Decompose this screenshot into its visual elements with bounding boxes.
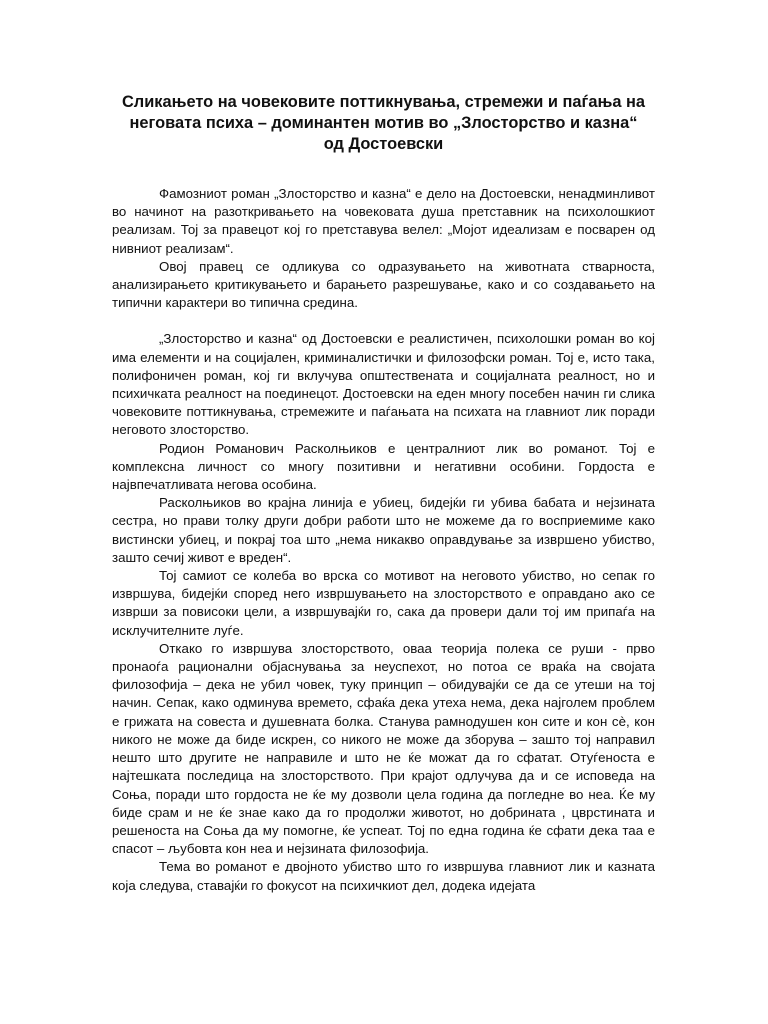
paragraph-3: „Злосторство и казна“ од Достоевски е реалистичен, психолошки роман во кој има елементи и на социјален, криминалистички и филозофски роман. Тој е, исто така, полифоничен роман, кој ги вклучува општествената и социјалната реалност, но и психичката реалност на поединецот. Достоевски на еден многу посебен начин ги слика човековите поттикнувања, стремежите и паѓањата на психата на главниот лик поради неговото злосторство.	[112, 331, 655, 438]
paragraph-2: Овој правец се одликува со одразувањето на животната стварноста, анализирањето критикувањето и барањето разрешување, како и со создавањето на типични карактери во типична средина.	[112, 258, 655, 311]
paragraph-8: Тема во романот е двојното убиство што го извршува главниот лик и казната која следува, ставајќи го фокусот на психичкиот дел, додека идејата	[112, 859, 655, 893]
paragraph-6: Тој самиот се колеба во врска со мотивот на неговото убиство, но сепак го извршува, бидејќи според него извршувањето на злосторството е оправдано ако се изврши за повисоки цели, а извршувајќи го, сака да провери дали тој им припаѓа на исклучителните луѓе.	[112, 568, 655, 638]
document-title: Сликањето на човековите поттикнувања, стремежи и паѓања на неговата психа – доминантен мотив во „Злосторство и казна“ од Достоевски	[121, 93, 646, 153]
document-page	[112, 92, 655, 895]
paragraph-5: Расколњиков во крајна линија е убиец, бидејќи ги убива бабата и нејзината сестра, но прави толку други добри работи што не можеме да го восприемиме како вистински убиец, и покрај тоа што „нема никакво оправдување за извршено убиство, зашто сечиј живот е вреден“.	[112, 495, 655, 565]
paragraph-1: Фамозниот роман „Злосторство и казна“ е дело на Достоевски, ненадминливот во начинот на разоткривањето на човековата душа претставник на психолошкиот реализам. Тој за правецот кој го претставува велел: „Мојот идеализам е посварен од нивниот реализам“.	[112, 186, 655, 256]
paragraph-gap	[112, 312, 655, 330]
paragraph-4: Родион Романович Расколњиков е централниот лик во романот. Тој е комплексна личност со многу позитивни и негативни особини. Гордоста е највпечатливата негова особина.	[112, 440, 655, 493]
paragraph-7: Откако го извршува злосторството, оваа теорија полека се руши - прво пронаоѓа рационални објаснувања за неуспехот, но потоа се враќа на својата филозофија – дека не убил човек, туку принцип – обидувајќи се да се утеши на тој начин. Сепак, како одминува времето, сфаќа дека утеха нема, дека најголем проблем е грижата на совеста и душевната болка. Станува рамнодушен кон сите и кон сè, кон никого не може да биде искрен, со никого не може да зборува – зашто тој направил нешто што другите не направиле и што не ќе можат да го сфатат. Отуѓеноста е најтешката последица на злосторството. При крајот одлучува да и се исповеда на Соња, поради што гордоста не ќе му дозволи цела година да погледне во неа. Ќе му биде срам и не ќе знае како да го продолжи животот, но добрината , цврстината и решеноста на Соња да му помогне, ќе успеат. Тој по една година ќе сфати дека таа е спасот – љубовта кон неа и нејзината филозофија.	[112, 640, 655, 857]
